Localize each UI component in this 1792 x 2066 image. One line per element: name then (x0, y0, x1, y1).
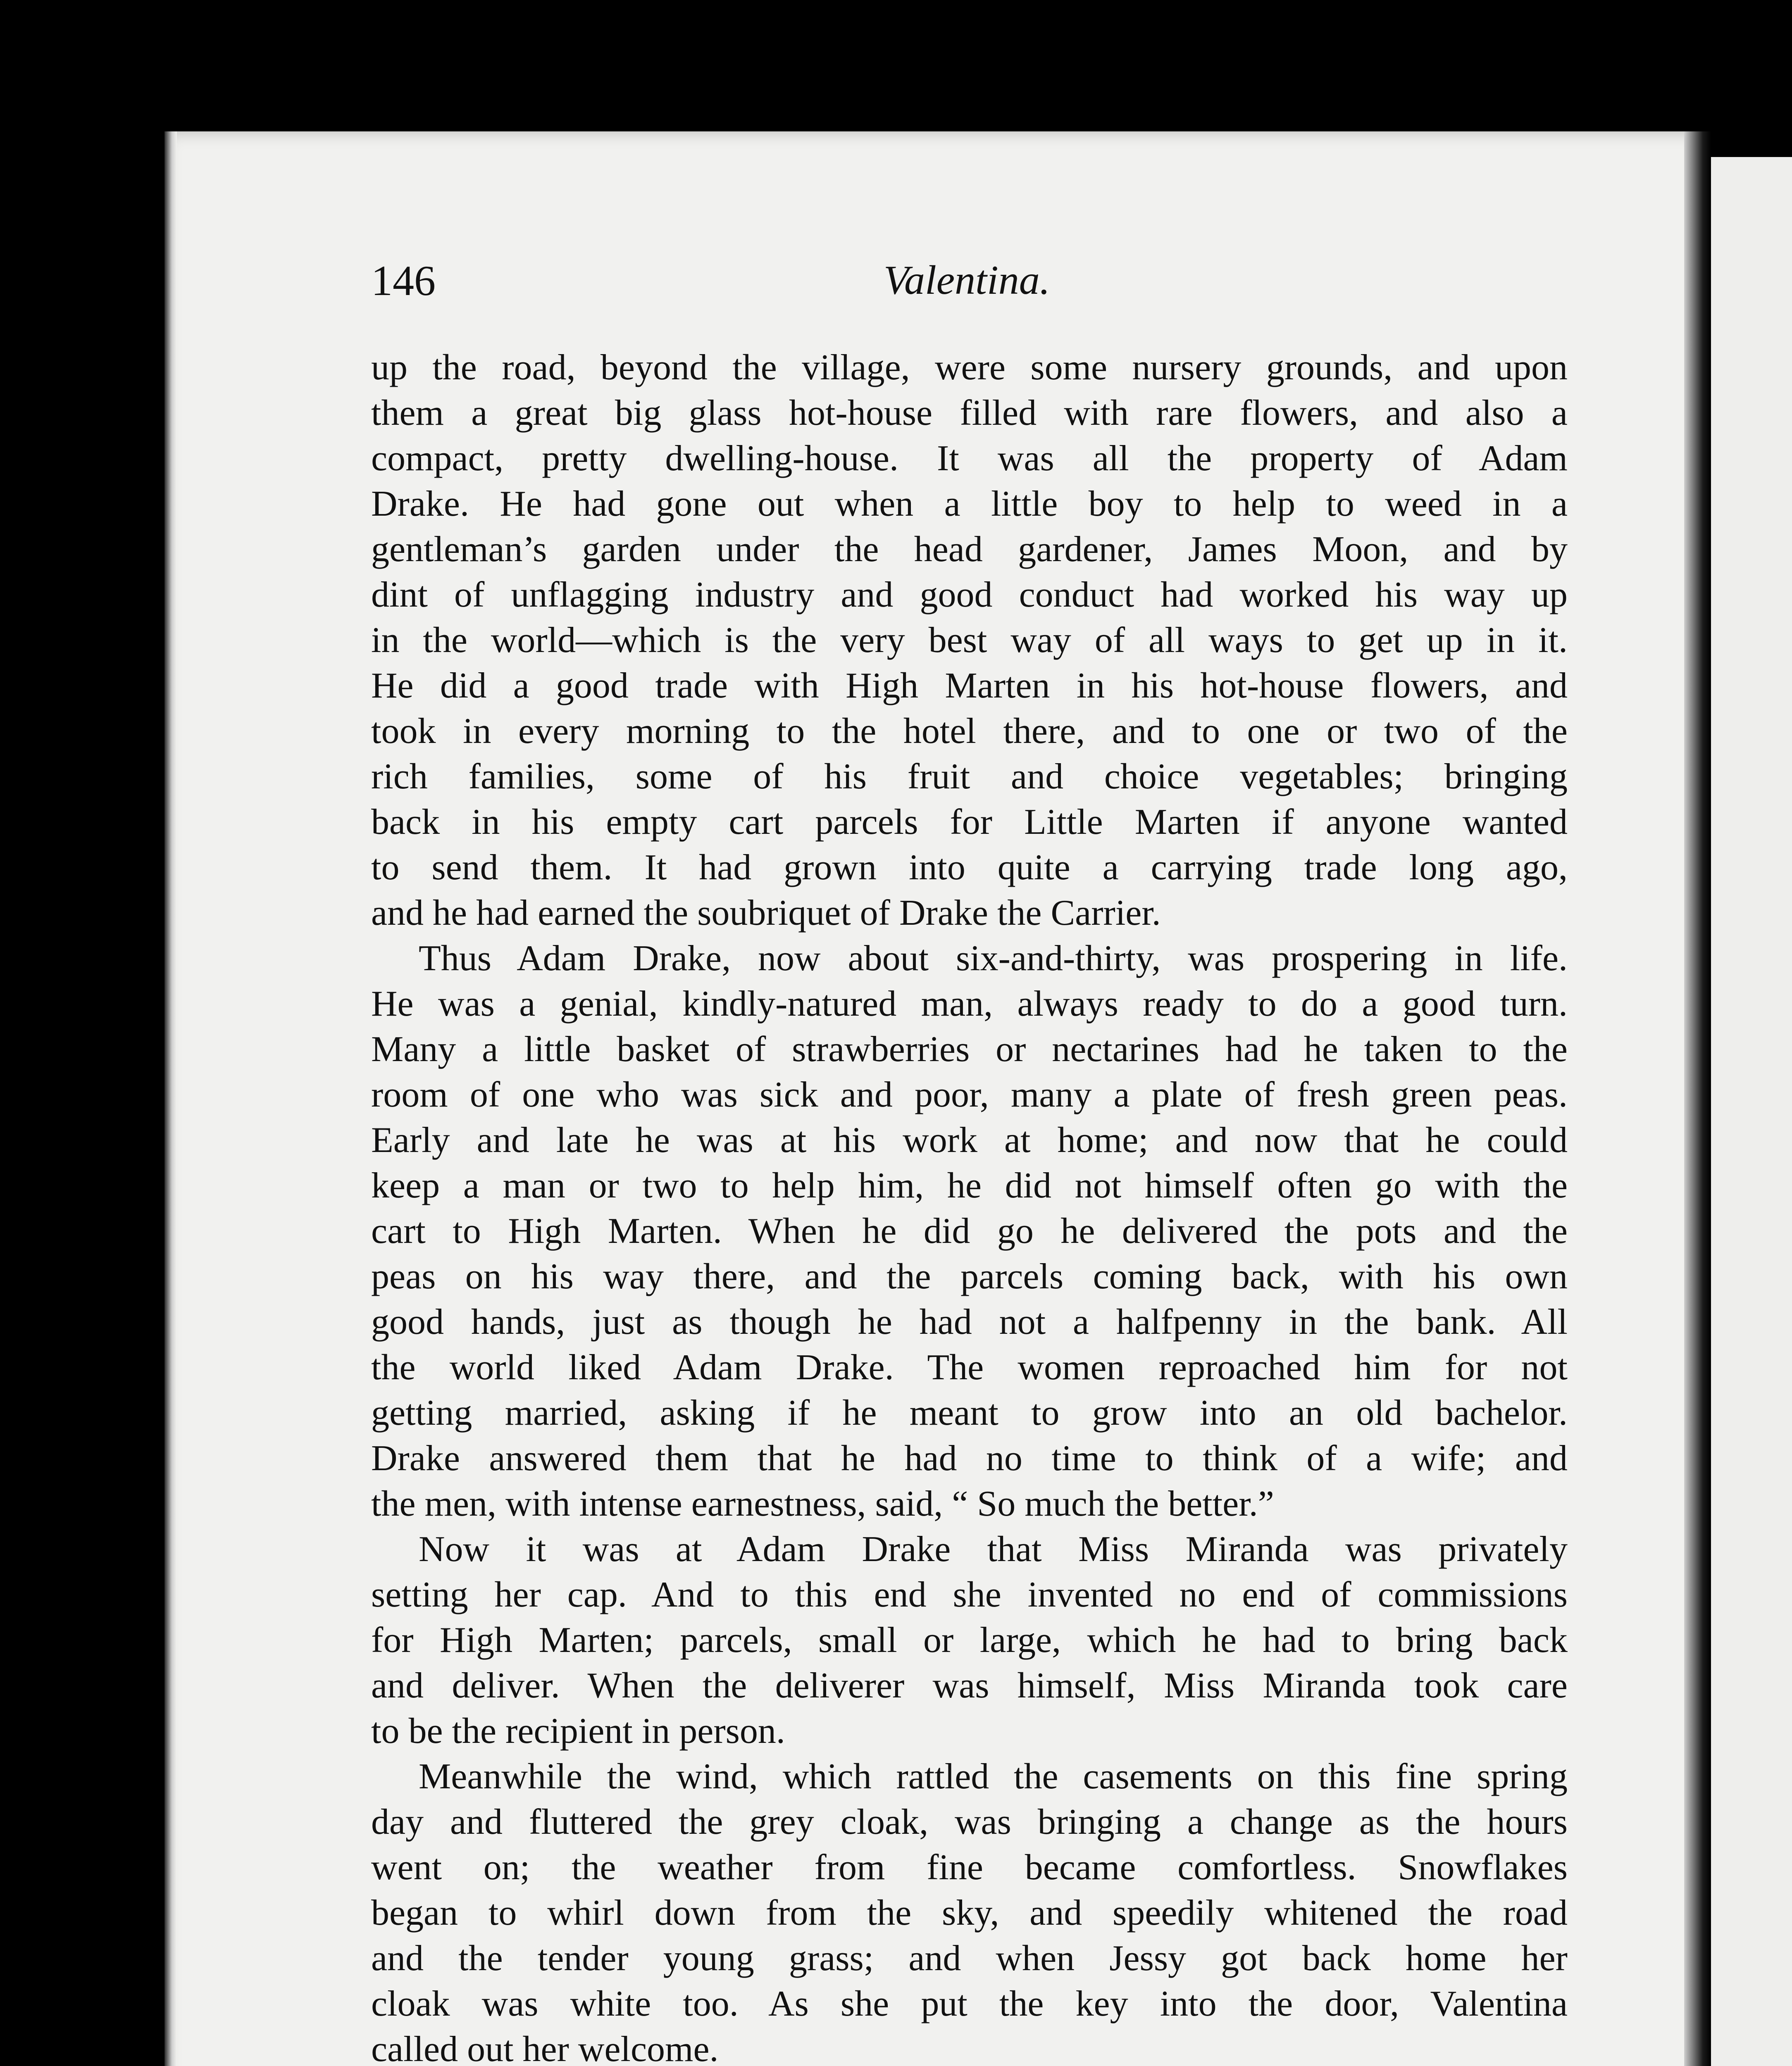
text-line: Meanwhile the wind, which rattled the casements on this fine spring (419, 1757, 1568, 1797)
text-line: gentleman’s garden under the head gardener, James Moon, and by (371, 529, 1568, 569)
text-line: rich families, some of his fruit and choice vegetables; bringing (371, 757, 1568, 797)
text-line: went on; the weather from fine became comfortless. Snowflakes (371, 1847, 1568, 1887)
text-line: began to whirl down from the sky, and speedily whitened the road (371, 1893, 1568, 1933)
text-line: took in every morning to the hotel there, and to one or two of the (371, 711, 1568, 751)
text-line: in the world—which is the very best way of all ways to get up in it. (371, 620, 1568, 660)
text-line: and deliver. When the deliverer was himself, Miss Miranda took care (371, 1666, 1568, 1706)
text-line: the men, with intense earnestness, said, “ So much the better.” (371, 1484, 1274, 1524)
text-line: compact, pretty dwelling-house. It was all the property of Adam (371, 438, 1568, 478)
text-line: cloak was white too. As she put the key into the door, Valentina (371, 1984, 1568, 2024)
text-line: Drake answered them that he had no time to think of a wife; and (371, 1438, 1568, 1478)
text-line: and the tender young grass; and when Jessy got back home her (371, 1938, 1568, 1978)
text-line: He was a genial, kindly-natured man, always ready to do a good turn. (371, 984, 1568, 1024)
text-line: Thus Adam Drake, now about six-and-thirty, was prospering in life. (419, 938, 1568, 978)
text-line: and he had earned the soubriquet of Drake the Carrier. (371, 893, 1161, 933)
text-line: Many a little basket of strawberries or nectarines had he taken to the (371, 1029, 1568, 1069)
text-line: for High Marten; parcels, small or large, which he had to bring back (371, 1620, 1568, 1660)
running-title: Valentina. (884, 257, 1050, 303)
page-binding-shadow (164, 131, 177, 2066)
page-header (371, 256, 1570, 306)
page-number: 146 (371, 257, 436, 305)
text-line: to be the recipient in person. (371, 1711, 785, 1751)
text-line: good hands, just as though he had not a halfpenny in the bank. All (371, 1302, 1568, 1342)
text-line: up the road, beyond the village, were some nursery grounds, and upon (371, 348, 1568, 388)
text-line: Early and late he was at his work at home; and now that he could (371, 1120, 1568, 1160)
text-line: dint of unflagging industry and good conduct had worked his way up (371, 575, 1568, 615)
text-line: keep a man or two to help him, he did not himself often go with the (371, 1166, 1568, 1206)
text-line: day and fluttered the grey cloak, was bringing a change as the hours (371, 1802, 1568, 1842)
text-line: setting her cap. And to this end she invented no end of commissions (371, 1575, 1568, 1615)
text-line: room of one who was sick and poor, many a plate of fresh green peas. (371, 1075, 1568, 1115)
text-line: Now it was at Adam Drake that Miss Miranda was privately (419, 1529, 1568, 1569)
text-line: to send them. It had grown into quite a carrying trade long ago, (371, 847, 1568, 888)
text-line: getting married, asking if he meant to grow into an old bachelor. (371, 1393, 1568, 1433)
text-line: called out her welcome. (371, 2029, 719, 2066)
facing-page-edge (1711, 157, 1792, 2066)
text-line: back in his empty cart parcels for Little Marten if anyone wanted (371, 802, 1568, 842)
body-text (371, 345, 1568, 2066)
text-line: Drake. He had gone out when a little boy to help to weed in a (371, 484, 1568, 524)
text-line: them a great big glass hot-house filled with rare flowers, and also a (371, 393, 1568, 433)
text-line: the world liked Adam Drake. The women reproached him for not (371, 1347, 1568, 1388)
text-line: He did a good trade with High Marten in his hot-house flowers, and (371, 666, 1568, 706)
text-line: peas on his way there, and the parcels coming back, with his own (371, 1257, 1568, 1297)
book-gutter (1684, 131, 1711, 2066)
text-line: cart to High Marten. When he did go he delivered the pots and the (371, 1211, 1568, 1251)
